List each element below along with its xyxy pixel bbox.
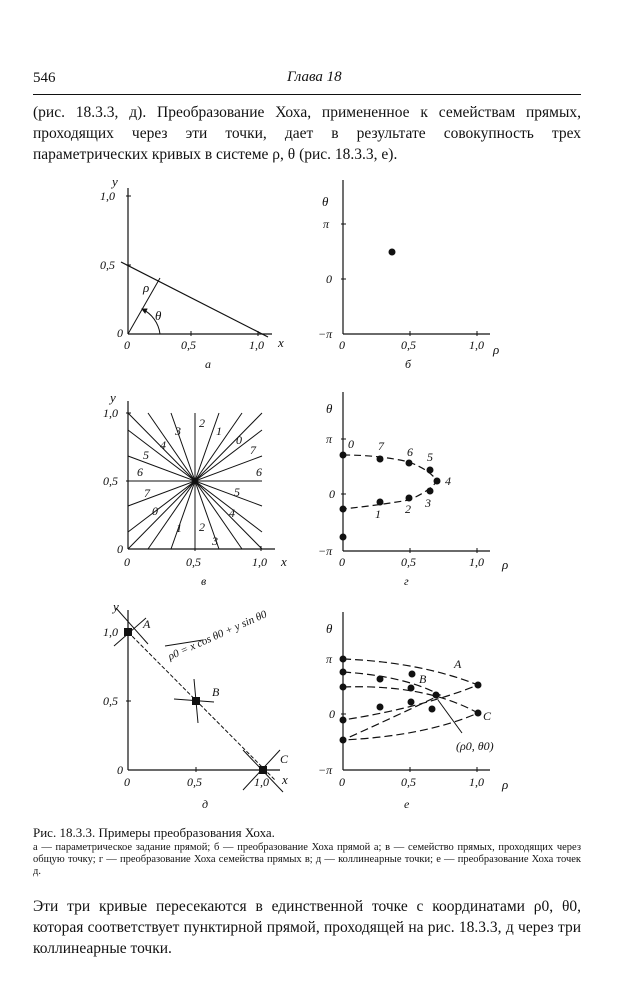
y-tick: 0,5 (100, 258, 115, 272)
y-tick: 0,5 (103, 474, 118, 488)
point-label: 6 (407, 445, 413, 459)
y-tick: 1,0 (103, 406, 118, 420)
axis-x-label: ρ (502, 557, 509, 572)
line-label: 2 (199, 520, 205, 534)
line-label: 6 (137, 465, 143, 479)
intersection-pointer (438, 700, 462, 733)
line-label: 3 (175, 424, 181, 438)
point-label: 3 (425, 496, 431, 510)
equation-label: ρ0 = x cos θ0 + y sin θ0 (166, 608, 269, 663)
x-tick: 0 (124, 555, 130, 569)
line-label: 3 (212, 534, 218, 548)
y-tick: −π (318, 327, 333, 341)
line-label: 1 (176, 521, 182, 535)
theta-label: θ (155, 308, 162, 323)
x-tick: 0,5 (187, 775, 202, 789)
axis-y-label: y (110, 390, 116, 405)
x-tick: 1,0 (254, 775, 269, 789)
panel-v (103, 390, 287, 588)
line-label: 5 (234, 485, 240, 499)
intersection-label: (ρ0, θ0) (456, 739, 494, 753)
y-tick: π (326, 652, 333, 666)
axis-y-label: θ (322, 194, 329, 209)
point-label: 2 (405, 502, 411, 516)
intro-paragraph: (рис. 18.3.3, д). Преобразование Хоха, примененное к семействам прямых, проходящих через эти точки, дает в результате совокупность трех параметрических кривых в системе ρ, θ (рис. 18.3.3, е). (33, 104, 581, 163)
line-label: 4 (160, 438, 166, 452)
y-tick: 0 (326, 272, 332, 286)
x-tick: 1,0 (252, 555, 267, 569)
axis-y-label: y (113, 599, 119, 614)
page-number: 546 (33, 70, 56, 86)
y-tick: 0 (329, 707, 335, 721)
y-tick: 0,5 (103, 694, 118, 708)
panel-label: а (205, 357, 211, 371)
x-tick: 0,5 (401, 775, 416, 789)
y-tick: 1,0 (103, 625, 118, 639)
line-label: 1 (216, 424, 222, 438)
x-tick: 1,0 (469, 555, 484, 569)
x-tick: 0 (339, 775, 345, 789)
y-tick: π (326, 432, 333, 446)
chapter-title: Глава 18 (287, 69, 342, 85)
point-label: 0 (348, 437, 354, 451)
point-label: 5 (427, 450, 433, 464)
line-label: 0 (152, 504, 158, 518)
line-label: 4 (229, 506, 235, 520)
axis-y-label: θ (326, 621, 333, 636)
panel-label: в (201, 574, 207, 588)
y-tick: 0 (117, 763, 123, 777)
x-tick: 0 (339, 338, 345, 352)
x-tick: 1,0 (469, 338, 484, 352)
line-a (121, 262, 268, 337)
collinear-line (128, 632, 276, 781)
panel-label: б (405, 357, 412, 371)
line-label: 2 (199, 416, 205, 430)
point-label: A (454, 657, 462, 671)
y-tick: 0 (329, 487, 335, 501)
axis-x-label: x (282, 772, 288, 787)
x-tick: 0,5 (181, 338, 196, 352)
panel-label: е (404, 797, 410, 811)
point-label: A (143, 617, 151, 631)
axis-y-label: y (112, 174, 118, 189)
y-tick: −π (318, 763, 333, 777)
x-tick: 1,0 (469, 775, 484, 789)
x-tick: 0,5 (186, 555, 201, 569)
point-label: C (483, 709, 492, 723)
y-tick: 1,0 (100, 189, 115, 203)
axis-x-label: ρ (493, 342, 500, 357)
y-tick: 0 (117, 542, 123, 556)
point-label: 7 (378, 439, 384, 453)
x-tick: 0 (124, 338, 130, 352)
point-label: 1 (375, 507, 381, 521)
line-label: 7 (144, 486, 150, 500)
point-label: 4 (445, 474, 451, 488)
figure-caption-title: Рис. 18.3.3. Примеры преобразования Хоха. (33, 825, 275, 840)
y-tick: π (323, 217, 330, 231)
point-label: B (212, 685, 220, 699)
rho-label: ρ (143, 280, 150, 295)
hough-point (389, 249, 396, 256)
hough-curve (343, 455, 437, 509)
panel-a (100, 174, 284, 371)
x-tick: 0,5 (401, 338, 416, 352)
panel-d (103, 599, 289, 811)
point-label: C (280, 752, 289, 766)
x-tick: 0,5 (401, 555, 416, 569)
outro-paragraph: Эти три кривые пересекаются в единственной точке с координатами ρ0, θ0, которая соответствует пунктирной прямой, проходящей на рис. 18.3.3, д через три коллинеарные точки. (33, 898, 581, 957)
panel-g (318, 392, 508, 588)
panel-b (318, 180, 499, 371)
y-tick: −π (318, 544, 333, 558)
x-tick: 0 (124, 775, 130, 789)
line-label: 0 (236, 433, 242, 447)
axis-y-label: θ (326, 401, 333, 416)
panel-e (318, 612, 508, 811)
panel-label: д (202, 797, 209, 811)
line-label: 6 (256, 465, 262, 479)
line-label: 7 (250, 443, 256, 457)
axis-x-label: x (278, 335, 284, 350)
axis-x-label: ρ (502, 777, 509, 792)
line-label: 5 (143, 448, 149, 462)
x-tick: 0 (339, 555, 345, 569)
point-label: B (419, 672, 427, 686)
panel-label: г (404, 574, 409, 588)
y-tick: 0 (117, 326, 123, 340)
x-tick: 1,0 (249, 338, 264, 352)
figure-caption-body: а — параметрическое задание прямой; б — преобразование Хоха прямой а; в — семейство прямых, проходящих через общую точку; г — преобразование Хоха семейства прямых в; д — коллинеарные точки; е — преобразование Хоха точек д. (33, 842, 581, 877)
axis-x-label: x (281, 554, 287, 569)
